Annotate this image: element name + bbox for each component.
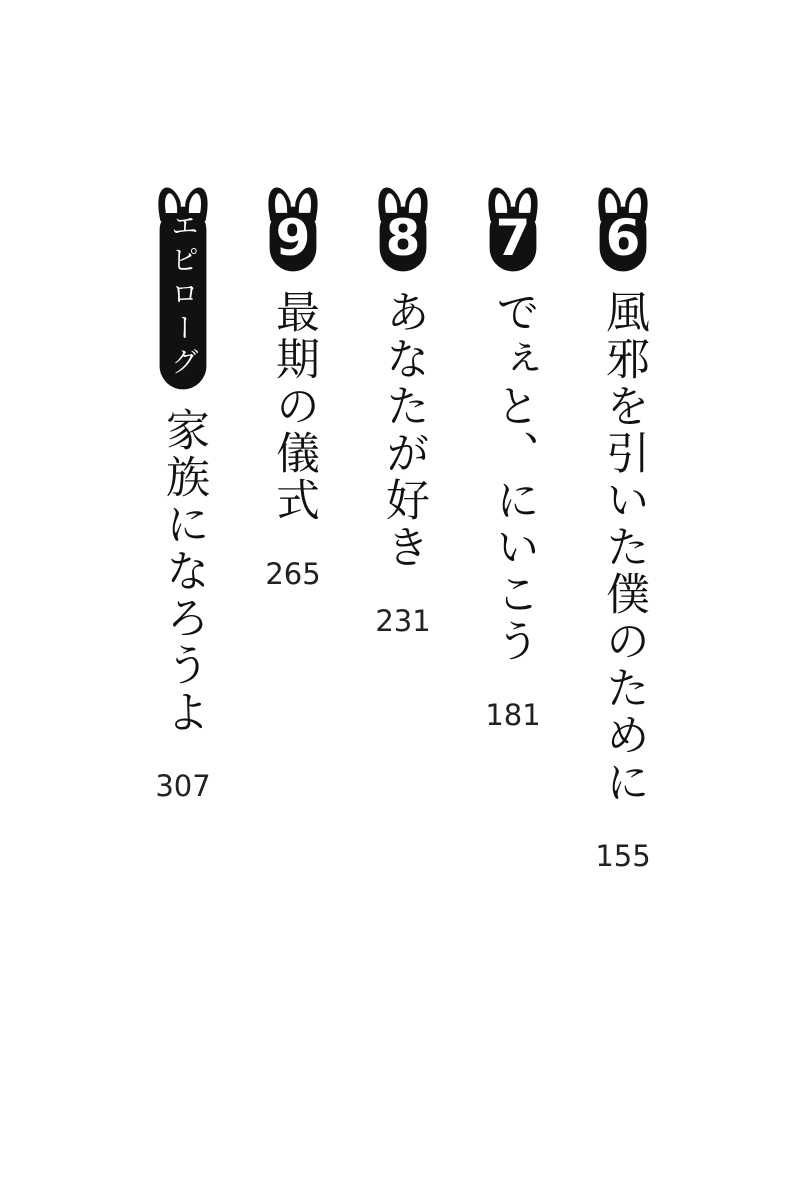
chapter-7-badge <box>486 185 540 275</box>
toc-entry-chapter-6 <box>568 185 678 871</box>
chapter-8-badge <box>376 185 430 275</box>
toc-entry-chapter-7 <box>458 185 568 871</box>
chapter-title: あなたが好き <box>378 289 429 571</box>
toc-entry-epilogue <box>128 185 238 871</box>
toc-entry-chapter-8 <box>348 185 458 871</box>
chapter-title: でぇと、にいこう <box>488 289 539 665</box>
chapter-number: 8 <box>385 209 421 267</box>
chapter-number: 9 <box>275 209 311 267</box>
chapter-number: 7 <box>495 209 531 267</box>
chapter-title: 最期の儀式 <box>268 289 319 524</box>
epilogue-label: エピローグ <box>167 211 200 381</box>
chapter-6-badge <box>596 185 650 275</box>
toc-entry-chapter-9 <box>238 185 348 871</box>
epilogue-badge <box>156 185 210 393</box>
chapter-number: 6 <box>605 209 641 267</box>
page-number: 181 <box>485 698 541 732</box>
table-of-contents <box>127 185 678 871</box>
page-number: 265 <box>265 557 321 591</box>
page-number: 307 <box>155 769 211 803</box>
chapter-title: 風邪を引いた僕のために <box>598 289 649 806</box>
page-number: 155 <box>595 839 651 873</box>
chapter-9-badge <box>266 185 320 275</box>
page-number: 231 <box>375 604 431 638</box>
chapter-title: 家族になろうよ <box>158 407 209 736</box>
